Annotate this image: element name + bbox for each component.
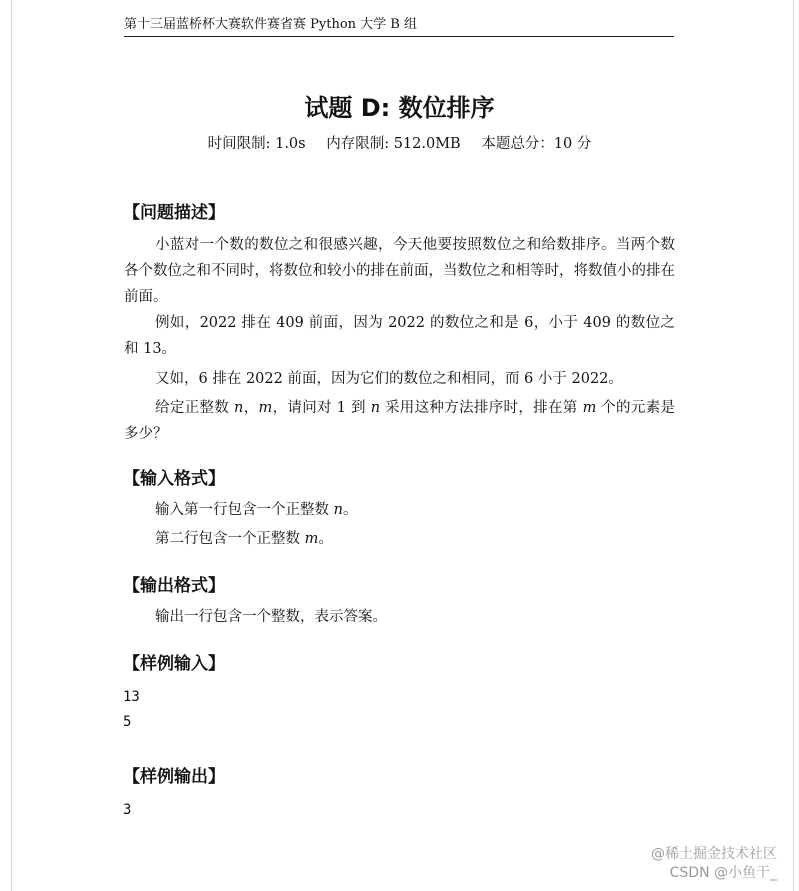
section-heading-sample-output: 【样例输出】 xyxy=(123,767,225,787)
watermark-line-2: CSDN @小鱼干_ xyxy=(669,865,777,881)
input-line2-end: 。 xyxy=(318,531,333,547)
problem-title: 试题 D: 数位排序 xyxy=(304,94,495,122)
p4-text-a: 给定正整数 xyxy=(155,400,235,416)
description-paragraph-3: 又如，6 排在 2022 前面，因为它们的数位之和相同，而 6 小于 2022。 xyxy=(155,371,623,387)
var-n: n xyxy=(370,400,381,416)
time-limit: 时间限制: 1.0s xyxy=(207,136,306,152)
watermark-line-1: @稀土掘金技术社区 xyxy=(651,846,777,862)
input-line2-text: 第二行包含一个正整数 xyxy=(155,531,305,547)
sample-input-line: 5 xyxy=(123,714,132,730)
input-line1-end: 。 xyxy=(342,502,358,518)
var-n: n xyxy=(333,502,343,518)
p4-text-c: ，请问对 1 到 xyxy=(272,400,371,416)
var-m: m xyxy=(258,400,273,416)
memory-limit: 内存限制: 512.0MB xyxy=(326,136,461,152)
p4-text-d: 采用这种方法排序时，排在第 xyxy=(380,400,583,416)
sample-output-line: 3 xyxy=(123,802,132,818)
input-line1-text: 输入第一行包含一个正整数 xyxy=(155,502,334,518)
input-format-line-2 xyxy=(124,527,675,551)
section-heading-input-format: 【输入格式】 xyxy=(123,469,225,489)
section-heading-sample-input: 【样例输入】 xyxy=(123,654,225,674)
p4-text-e: 个的元素是多少？ xyxy=(124,400,676,442)
running-header: 第十三届蓝桥杯大赛软件赛省赛 Python 大学 B 组 xyxy=(124,17,674,37)
total-score: 本题总分：10 分 xyxy=(481,136,592,152)
watermark xyxy=(651,845,777,883)
section-heading-description: 【问题描述】 xyxy=(123,203,225,223)
sample-input-line: 13 xyxy=(123,689,140,705)
var-m: m xyxy=(304,531,319,547)
output-format-line-1: 输出一行包含一个整数，表示答案。 xyxy=(155,609,387,625)
description-paragraph-4 xyxy=(124,395,675,447)
description-paragraph-1: 小蓝对一个数的数位之和很感兴趣，今天他要按照数位之和给数排序。当两个数各个数位之和不同时，将数位和较小的排在前面，当数位之和相等时，将数值小的排在前面。 xyxy=(124,237,675,305)
section-heading-output-format: 【输出格式】 xyxy=(123,576,225,596)
p4-text-b: ， xyxy=(243,400,259,416)
var-n: n xyxy=(234,400,244,416)
problem-limits xyxy=(0,134,799,154)
input-format-line-1 xyxy=(124,498,675,522)
var-m: m xyxy=(582,400,597,416)
description-paragraph-2: 例如，2022 排在 409 前面，因为 2022 的数位之和是 6，小于 409 的数位之和 13。 xyxy=(124,315,675,357)
